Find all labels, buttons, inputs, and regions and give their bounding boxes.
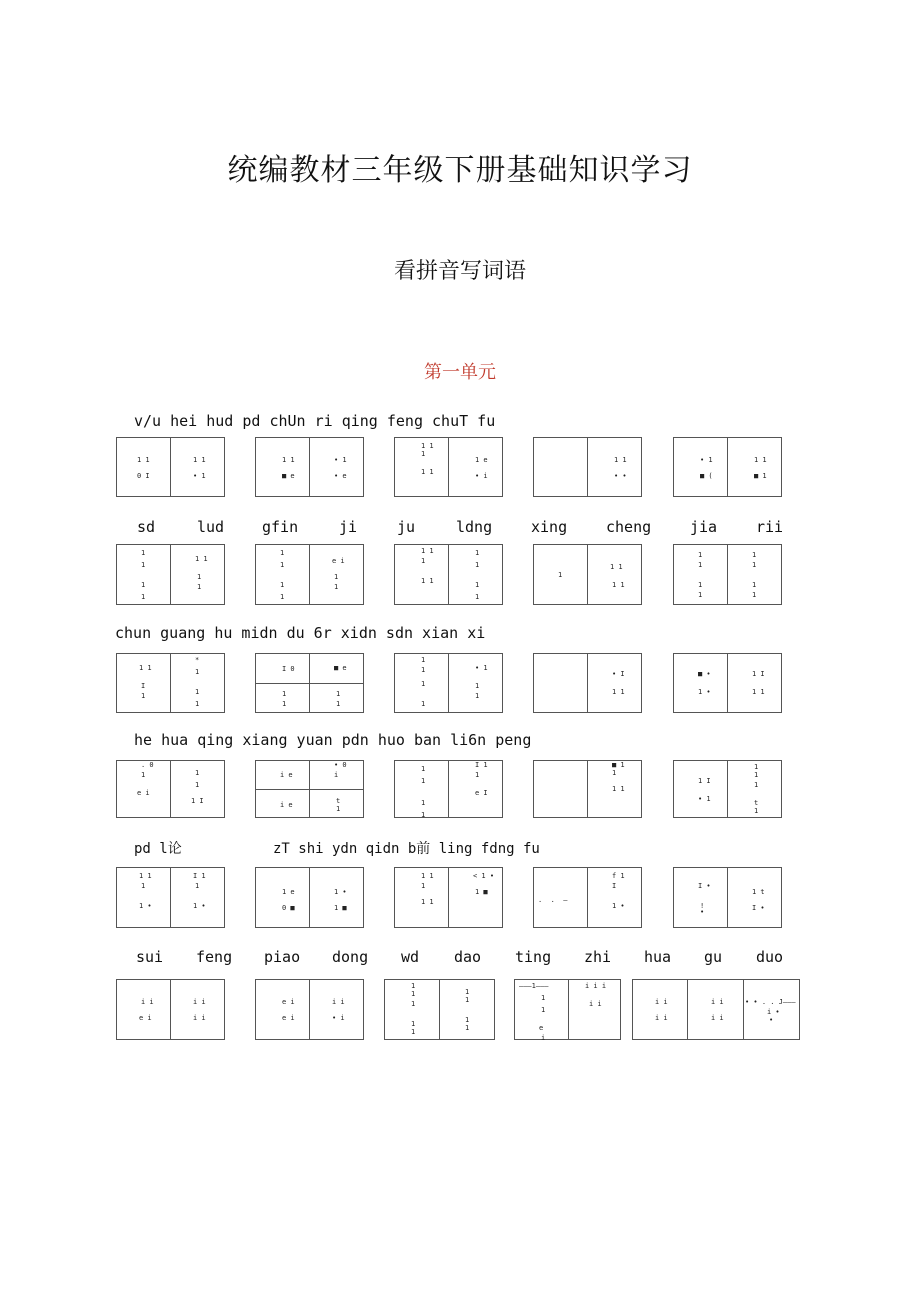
writing-box[interactable]: ———1——— 1 1 e i i i i i i: [514, 979, 621, 1040]
writing-box[interactable]: • I 1 1: [533, 653, 642, 713]
pinyin-word: ji: [339, 518, 358, 536]
writing-box[interactable]: e i e i i i • i: [255, 979, 364, 1040]
pinyin-word: sd: [137, 518, 156, 536]
writing-box[interactable]: . . — f 1 I 1 •: [533, 867, 642, 928]
pinyin-word: jia: [690, 518, 718, 536]
writing-box[interactable]: 1 1 1 1 • I 1 1 1 •: [116, 867, 225, 928]
pinyin-word: rii: [756, 518, 784, 536]
pinyin-word: gu: [704, 948, 723, 966]
pinyin-line: zT shi ydn qidn b前 ling fdng fu: [273, 841, 540, 857]
pinyin-word: feng: [196, 948, 233, 966]
writing-box[interactable]: 1 1 1 1 1 1 1 1: [116, 544, 225, 605]
writing-box[interactable]: 1 1 • •: [533, 437, 642, 497]
writing-box[interactable]: 1 1 I 1 * 1 1 1: [116, 653, 225, 713]
pinyin-word: lud: [197, 518, 225, 536]
pinyin-word: ju: [397, 518, 416, 536]
pinyin-word: ting: [515, 948, 552, 966]
writing-box[interactable]: 1 1 1 1 I 1 1 e I: [394, 760, 503, 818]
pinyin-word: gfin: [262, 518, 299, 536]
writing-box[interactable]: i i e i i i i i: [116, 979, 225, 1040]
writing-box[interactable]: I 0 1 1 ■ e 1 1: [255, 653, 364, 713]
pinyin-word: hua: [644, 948, 672, 966]
writing-box[interactable]: 1 1 1 1 1 1 1 1 1: [394, 544, 503, 605]
page-title: 统编教材三年级下册基础知识学习: [227, 153, 693, 188]
writing-box[interactable]: i i i i i i i i • • . . J——— i • •: [632, 979, 800, 1040]
pinyin-word: pd l论: [134, 841, 182, 857]
pinyin-word: wd: [401, 948, 420, 966]
writing-box[interactable]: 1 1 1 1 • 1 1 1: [394, 653, 503, 713]
writing-box[interactable]: 1 1 1 1 1 1 1 1: [673, 544, 782, 605]
pinyin-word: dong: [332, 948, 369, 966]
writing-box[interactable]: • 1 ■ ( 1 1 ■ 1: [673, 437, 782, 497]
pinyin-word: duo: [756, 948, 784, 966]
writing-box[interactable]: 1 1 0 I 1 1 • 1: [116, 437, 225, 497]
writing-box[interactable]: . 0 1 e i 1 1 1 I: [116, 760, 225, 818]
writing-box[interactable]: 1 1 1 1 1 < 1 • 1 ■: [394, 867, 503, 928]
pinyin-word: cheng: [606, 518, 652, 536]
pinyin-line: chun guang hu midn du 6r xidn sdn xian xi: [115, 624, 486, 642]
writing-box[interactable]: 1 1 1 1 e i 1 1: [255, 544, 364, 605]
pinyin-word: zhi: [584, 948, 612, 966]
writing-box[interactable]: 1 1 ■ e • 1 • e: [255, 437, 364, 497]
pinyin-word: sui: [136, 948, 164, 966]
pinyin-word: xing: [531, 518, 568, 536]
writing-box[interactable]: 1 1 1 1 1 1 1 1 1: [384, 979, 495, 1040]
writing-box[interactable]: 1 e 0 ■ 1 • 1 ■: [255, 867, 364, 928]
pinyin-line: he hua qing xiang yuan pdn huo ban li6n peng: [134, 731, 532, 749]
writing-box[interactable]: ■ 1 1 1 1: [533, 760, 642, 818]
writing-box[interactable]: i e i e • 0 i t 1: [255, 760, 364, 818]
section-subtitle: 看拼音写词语: [393, 259, 526, 284]
pinyin-word: piao: [264, 948, 301, 966]
writing-box[interactable]: 1 1 1 1 1 1 e • i: [394, 437, 503, 497]
writing-box[interactable]: I • ! • 1 t I •: [673, 867, 782, 928]
unit-heading: 第一单元: [424, 362, 496, 383]
writing-box[interactable]: 1 I • 1 1 1 1 t 1: [673, 760, 782, 818]
pinyin-word: ldng: [456, 518, 493, 536]
pinyin-word: dao: [454, 948, 482, 966]
writing-box[interactable]: ■ • 1 • 1 I 1 1: [673, 653, 782, 713]
pinyin-line: v/u hei hud pd chUn ri qing feng chuT fu: [134, 412, 496, 430]
writing-box[interactable]: 1 1 1 1 1: [533, 544, 642, 605]
